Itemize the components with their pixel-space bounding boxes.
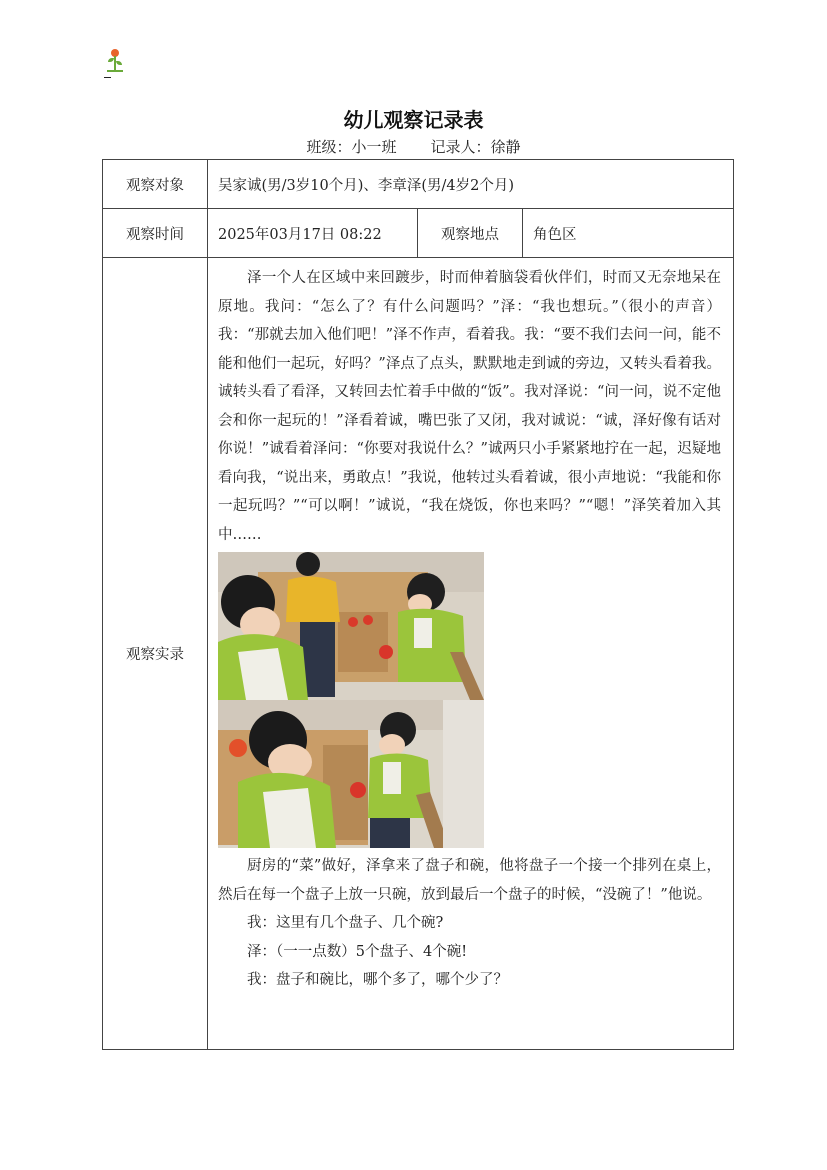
record-paragraph-1: 泽一个人在区域中来回踱步，时而伸着脑袋看伙伴们，时而又无奈地呆在原地。我问：“怎么了？有什么问题吗？”泽：“我也想玩。”（很小的声音）我：“那就去加入他们吧！”泽不作声，看着我。我：“要不我们去问一问，能不能和他们一起玩，好吗？”泽点了点头，默默地走到诚的旁边，又转头看着我。诚转头看了看泽，又转回去忙着手中做的“饭”。我对泽说：“问一问，说不定他会和你一起玩的！”泽看着诚，嘴巴张了又闭，我对诚说：“诚，泽好像有话对你说！”诚看着泽问：“你要对我说什么？”诚两只小手紧紧地拧在一起，迟疑地看向我，“说出来，勇敢点！”我说，他转过头看着诚，很小声地说：“我能和你一起玩吗？”“可以啊！”诚说，“我在烧饭，你也来吗？”“嗯！”泽笑着加入其中…… (218, 270, 721, 543)
record-content (208, 258, 734, 1050)
page-subtitle (0, 136, 827, 157)
time-label: 观察时间 (103, 209, 208, 258)
record-paragraph-2: 厨房的“菜”做好，泽拿来了盘子和碗，他将盘子一个接一个排列在桌上，然后在每一个盘子上放一只碗，放到最后一个盘子的时候，“没碗了！”他说。 (218, 858, 721, 903)
time-value: 2025年03月17日 08:22 (208, 209, 418, 258)
class-label: 班级：小一班 (306, 138, 397, 156)
recorder-label: 记录人：徐静 (430, 138, 521, 156)
place-value: 角色区 (523, 209, 734, 258)
observation-table (102, 159, 734, 1050)
record-row (103, 258, 734, 1050)
subject-value: 吴家诚(男/3岁10个月)、李章泽(男/4岁2个月) (208, 160, 734, 209)
record-label: 观察实录 (103, 258, 208, 1050)
dialog-line-1: 我：这里有几个盘子、几个碗? (247, 915, 444, 931)
observation-photo-2 (218, 700, 484, 848)
place-label: 观察地点 (418, 209, 523, 258)
kindergarten-logo-icon (104, 48, 126, 78)
observation-photo-1 (218, 552, 484, 700)
subject-row (103, 160, 734, 209)
time-row (103, 209, 734, 258)
dialog-line-2: 泽：（一一点数）5个盘子、4个碗! (247, 943, 468, 960)
page-title: 幼儿观察记录表 (343, 108, 484, 132)
photo-group (218, 552, 484, 848)
dialog-line-3: 我：盘子和碗比，哪个多了，哪个少了？ (247, 972, 508, 988)
subject-label: 观察对象 (103, 160, 208, 209)
